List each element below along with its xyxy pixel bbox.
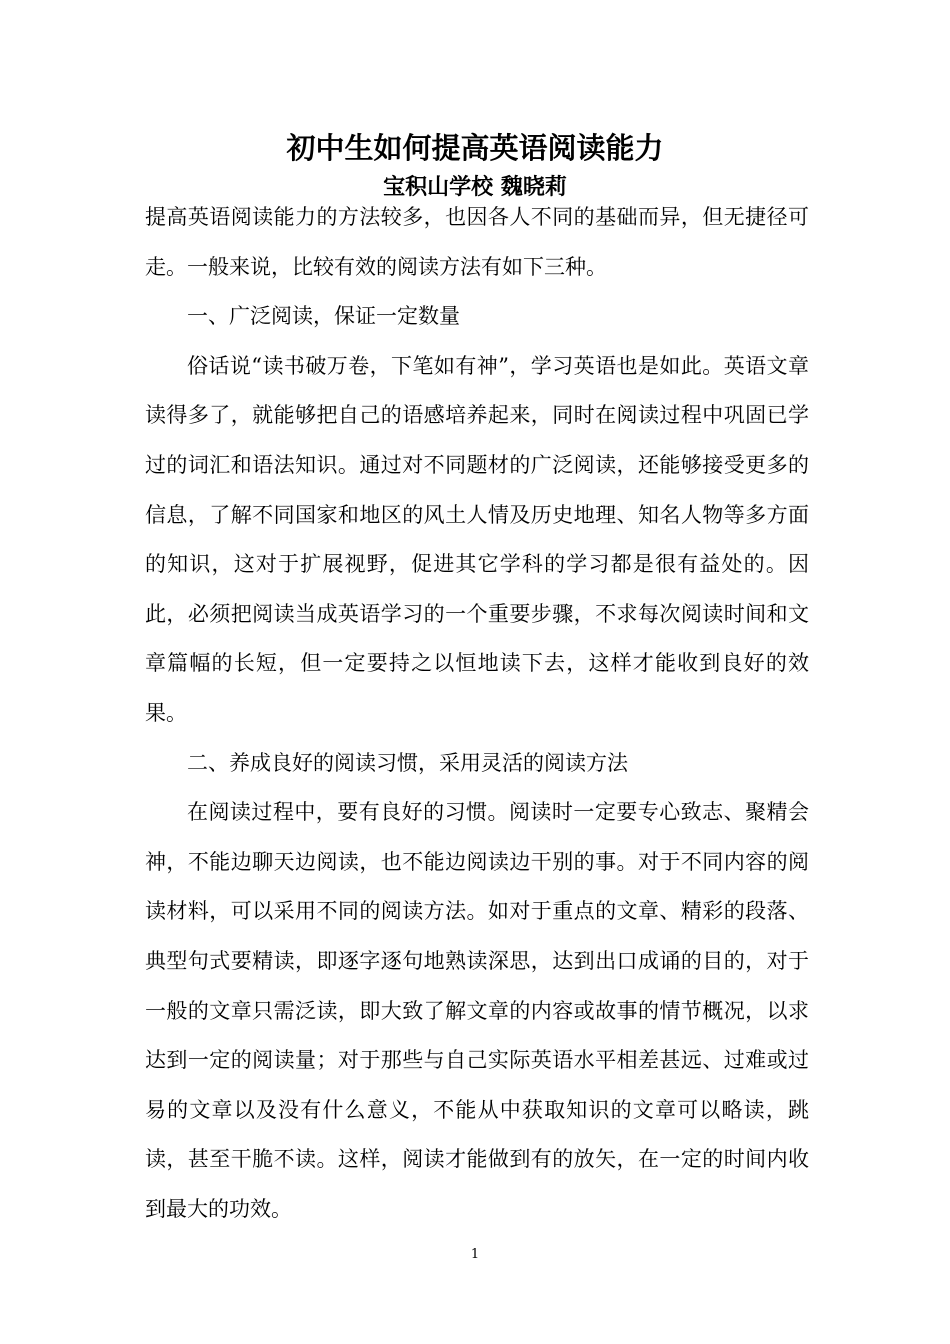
document-title: 初中生如何提高英语阅读能力 — [286, 131, 664, 165]
section-heading-2: 二、养成良好的阅读习惯，采用灵活的阅读方法 — [187, 750, 628, 775]
page-number: 1 — [470, 1247, 480, 1262]
document-body — [145, 193, 809, 1234]
intro-paragraph: 提高英语阅读能力的方法较多，也因各人不同的基础而异，但无捷径可走。一般来说，比较有效的阅读方法有如下三种。 — [145, 205, 809, 279]
section-heading-1: 一、广泛阅读，保证一定数量 — [187, 304, 460, 329]
author-byline: 宝积山学校 魏晓莉 — [383, 174, 567, 200]
section-2-paragraph: 在阅读过程中，要有良好的习惯。阅读时一定要专心致志、聚精会神，不能边聊天边阅读，也不能边阅读边干别的事。对于不同内容的阅读材料，可以采用不同的阅读方法。如对于重点的文章、精彩的段落、典型句式要精读，即逐字逐句地熟读深思，达到出口成诵的目的，对于一般的文章只需泛读，即大致了解文章的内容或故事的情节概况，以求达到一定的阅读量；对于那些与自己实际英语水平相差甚远、过难或过易的文章以及没有什么意义，不能从中获取知识的文章可以略读，跳读，甚至干脆不读。这样，阅读才能做到有的放矢，在一定的时间内收到最大的功效。 — [145, 800, 809, 1221]
section-1-paragraph: 俗话说“读书破万卷，下笔如有神”，学习英语也是如此。英语文章读得多了，就能够把自己的语感培养起来，同时在阅读过程中巩固已学过的词汇和语法知识。通过对不同题材的广泛阅读，还能够接受更多的信息，了解不同国家和地区的风土人情及历史地理、知名人物等多方面的知识，这对于扩展视野，促进其它学科的学习都是很有益处的。因此，必须把阅读当成英语学习的一个重要步骤，不求每次阅读时间和文章篇幅的长短，但一定要持之以恒地读下去，这样才能收到良好的效果。 — [145, 353, 809, 725]
